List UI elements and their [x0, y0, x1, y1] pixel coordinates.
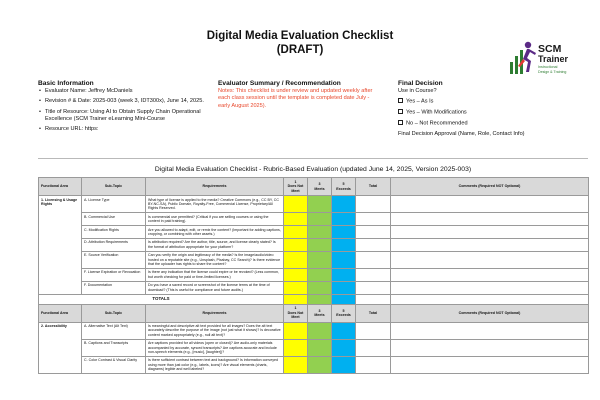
score-exceeds-cell[interactable]	[332, 251, 356, 268]
score-meets-cell[interactable]	[308, 268, 332, 281]
column-header-comments: Comments (Required NOT Optional)	[391, 178, 589, 196]
logo-tagline-1: Instructional	[538, 65, 558, 69]
comments-cell[interactable]	[391, 226, 589, 239]
score-does-not-meet-cell[interactable]	[284, 281, 308, 294]
table-row	[39, 196, 589, 213]
logo-tagline-2: Design & Training	[538, 70, 567, 74]
checkbox-icon[interactable]	[398, 98, 403, 103]
column-header-meets: 3 Meets	[308, 304, 332, 322]
title-line-2: (DRAFT)	[276, 44, 324, 56]
rubric-table	[38, 177, 589, 374]
comments-cell[interactable]	[391, 339, 589, 356]
logo-line-1: SCM	[538, 43, 562, 55]
comments-cell[interactable]	[391, 238, 589, 251]
score-exceeds-cell[interactable]	[332, 356, 356, 373]
score-meets-cell[interactable]	[308, 322, 332, 339]
score-does-not-meet-cell[interactable]	[284, 226, 308, 239]
basic-information-section	[38, 80, 213, 136]
score-exceeds-cell[interactable]	[332, 339, 356, 356]
requirements-cell: What type of license is applied to the media? Creative Commons (e.g., CC BY, CC BY-NC-SA), Public Domain, Royalty-Free, Commercial License, Proprietary/All Rights Reserved.	[146, 196, 284, 213]
score-meets-cell[interactable]	[308, 251, 332, 268]
comments-cell[interactable]	[391, 251, 589, 268]
section-divider	[38, 158, 588, 159]
title-line-1: Digital Media Evaluation Checklist	[206, 30, 394, 42]
section-1-header-row	[39, 178, 589, 196]
score-meets-cell[interactable]	[308, 238, 332, 251]
sub-topic-cell: E. Source Verification	[82, 251, 146, 268]
option-not-recommended[interactable]	[398, 120, 558, 128]
score-does-not-meet-cell[interactable]	[284, 213, 308, 226]
requirements-cell: Can you verify the origin and legitimacy of the media? Is the image/audio/video hosted on a reputable site (e.g., Unsplash, Pixabay, CC Search)? Is there evidence that the uploader has rights to share the content?	[146, 251, 284, 268]
checkbox-icon[interactable]	[398, 120, 403, 125]
score-meets-cell[interactable]	[308, 226, 332, 239]
score-does-not-meet-cell[interactable]	[284, 356, 308, 373]
table-row	[39, 268, 589, 281]
column-header-does-not-meet: 1 Does Not Meet	[284, 304, 308, 322]
score-exceeds-cell[interactable]	[332, 322, 356, 339]
score-does-not-meet-cell[interactable]	[284, 339, 308, 356]
comments-cell[interactable]	[391, 281, 589, 294]
table-row	[39, 339, 589, 356]
total-cell[interactable]	[356, 251, 391, 268]
column-header-exceeds: 5 Exceeds	[332, 304, 356, 322]
basic-information-heading: Basic Information	[38, 80, 94, 87]
sub-topic-cell: B. Commercial Use	[82, 213, 146, 226]
table-row	[39, 213, 589, 226]
sub-topic-cell: C. Modification Rights	[82, 226, 146, 239]
requirements-cell: Is there sufficient contrast between text and background? Is information conveyed using more than just color (e.g., labels, icons)? Are visual elements (charts, diagrams) legible and well labeled?	[146, 356, 284, 373]
rubric-table-body	[39, 178, 589, 374]
score-exceeds-cell[interactable]	[332, 213, 356, 226]
score-does-not-meet-cell[interactable]	[284, 238, 308, 251]
section-2-header-row	[39, 304, 589, 322]
functional-area-cell: 1. Licensing & Usage Rights	[39, 196, 82, 295]
total-cell[interactable]	[356, 196, 391, 213]
sub-topic-cell: A. Alternative Text (Alt Text)	[82, 322, 146, 339]
table-row	[39, 356, 589, 373]
score-meets-cell[interactable]	[308, 356, 332, 373]
comments-cell[interactable]	[391, 322, 589, 339]
totals-row	[39, 294, 589, 304]
option-yes-as-is[interactable]	[398, 98, 558, 106]
table-row	[39, 251, 589, 268]
scm-trainer-logo	[508, 40, 588, 80]
total-cell[interactable]	[356, 281, 391, 294]
score-does-not-meet-cell[interactable]	[284, 196, 308, 213]
totals-does-not-meet-cell[interactable]	[284, 294, 308, 304]
score-does-not-meet-cell[interactable]	[284, 268, 308, 281]
table-title: Digital Media Evaluation Checklist - Rubric-Based Evaluation (updated June 14, 2025, Version 2025-003)	[154, 166, 472, 173]
table-row	[39, 226, 589, 239]
requirements-cell: Is commercial use permitted? (Critical if you are selling courses or using the content in paid training).	[146, 213, 284, 226]
logo-line-2: Trainer	[538, 54, 569, 64]
basic-information-list	[38, 88, 213, 133]
totals-comments-cell[interactable]	[391, 294, 589, 304]
table-row	[39, 322, 589, 339]
total-cell[interactable]	[356, 356, 391, 373]
score-meets-cell[interactable]	[308, 281, 332, 294]
requirements-cell: Are captions provided for all videos (open or closed)? Are audio-only materials accompanied by accurate, synced transcripts? Are captions accurate and include non-speech elements (e.g., [music], [laughter])?	[146, 339, 284, 356]
sub-topic-cell: D. Attribution Requirements	[82, 238, 146, 251]
final-decision-heading: Final Decision	[398, 80, 443, 87]
evaluator-summary-section	[218, 80, 378, 110]
score-exceeds-cell[interactable]	[332, 268, 356, 281]
revision-item: • Revision # & Date: 2025-003 (week 3, IDT300x), June 14, 2025.	[38, 98, 213, 105]
table-row	[39, 281, 589, 294]
score-meets-cell[interactable]	[308, 339, 332, 356]
score-does-not-meet-cell[interactable]	[284, 322, 308, 339]
comments-cell[interactable]	[391, 268, 589, 281]
score-does-not-meet-cell[interactable]	[284, 251, 308, 268]
score-exceeds-cell[interactable]	[332, 281, 356, 294]
total-cell[interactable]	[356, 226, 391, 239]
column-header-functional-area: Functional Area	[39, 304, 82, 322]
total-cell[interactable]	[356, 268, 391, 281]
final-decision-section	[398, 80, 558, 141]
sub-topic-cell: A. License Type	[82, 196, 146, 213]
column-header-meets: 3 Meets	[308, 178, 332, 196]
column-header-total: Total	[356, 304, 391, 322]
totals-label: TOTALS	[39, 294, 284, 304]
sub-topic-cell: B. Captions and Transcripts	[82, 339, 146, 356]
evaluator-summary-heading: Evaluator Summary / Recommendation	[218, 80, 341, 87]
total-cell[interactable]	[356, 322, 391, 339]
column-header-does-not-meet: 1 Does Not Meet	[284, 178, 308, 196]
runner-logo-icon	[508, 40, 538, 76]
totals-meets-cell[interactable]	[308, 294, 332, 304]
use-in-course-question: Use in Course?	[398, 88, 437, 95]
resource-url-item: • Resource URL: https:	[38, 126, 213, 133]
final-decision-approval: Final Decision Approval (Name, Role, Contact Info)	[398, 130, 525, 137]
totals-exceeds-cell[interactable]	[332, 294, 356, 304]
sub-topic-cell: F. Documentation	[82, 281, 146, 294]
column-header-exceeds: 5 Exceeds	[332, 178, 356, 196]
comments-cell[interactable]	[391, 196, 589, 213]
column-header-total: Total	[356, 178, 391, 196]
functional-area-cell: 2. Accessibility	[39, 322, 82, 374]
requirements-cell: Is there any indication that the license could expire or be revoked? (Less common, but worth checking for paid or time-limited licenses.)	[146, 268, 284, 281]
column-header-functional-area: Functional Area	[39, 178, 82, 196]
column-header-requirements: Requirements	[146, 178, 284, 196]
requirements-cell: Are you allowed to adapt, edit, or remix the content? (Important for adding captions, cropping, or combining with other assets.)	[146, 226, 284, 239]
total-cell[interactable]	[356, 339, 391, 356]
sub-topic-cell: C. Color Contrast & Visual Clarity	[82, 356, 146, 373]
requirements-cell: Is attribution required? Are the author, title, source, and license clearly stated? Is the format of attribution appropriate for your platform?	[146, 238, 284, 251]
column-header-comments: Comments (Required NOT Optional)	[391, 304, 589, 322]
comments-cell[interactable]	[391, 213, 589, 226]
evaluator-name-item: • Evaluator Name: Jeffrey McDaniels	[38, 88, 213, 95]
score-exceeds-cell[interactable]	[332, 238, 356, 251]
option-yes-with-modifications[interactable]	[398, 109, 558, 117]
evaluator-notes: Notes: This checklist is under review and updated weekly after each class session until the template is completed date July - early August 2025).	[218, 88, 373, 109]
checkbox-icon[interactable]	[398, 109, 403, 114]
requirements-cell: Do you have a saved record or screenshot of the license terms at the time of download? (This is useful for compliance and future audits.)	[146, 281, 284, 294]
table-row	[39, 238, 589, 251]
score-exceeds-cell[interactable]	[332, 226, 356, 239]
score-meets-cell[interactable]	[308, 213, 332, 226]
option-label: Yes – With Modifications	[406, 109, 467, 116]
totals-total-cell[interactable]	[356, 294, 391, 304]
score-meets-cell[interactable]	[308, 196, 332, 213]
total-cell[interactable]	[356, 238, 391, 251]
option-label: Yes – As Is	[406, 98, 434, 105]
column-header-requirements: Requirements	[146, 304, 284, 322]
column-header-sub-topic: Sub-Topic	[82, 304, 146, 322]
comments-cell[interactable]	[391, 356, 589, 373]
column-header-sub-topic: Sub-Topic	[82, 178, 146, 196]
resource-title-item: • Title of Resource: Using AI to Obtain Supply Chain Operational Excellence (SCM Trainer eLearning Mini-Course	[38, 109, 213, 123]
requirements-cell: Is meaningful and descriptive alt text provided for all images? Does the alt text accurately describe the purpose of the image (not just what it shows)? Is decorative content marked appropriately (e.g., null alt text)?	[146, 322, 284, 339]
score-exceeds-cell[interactable]	[332, 196, 356, 213]
total-cell[interactable]	[356, 213, 391, 226]
option-label: No – Not Recommended	[406, 120, 468, 127]
sub-topic-cell: F. License Expiration or Revocation	[82, 268, 146, 281]
